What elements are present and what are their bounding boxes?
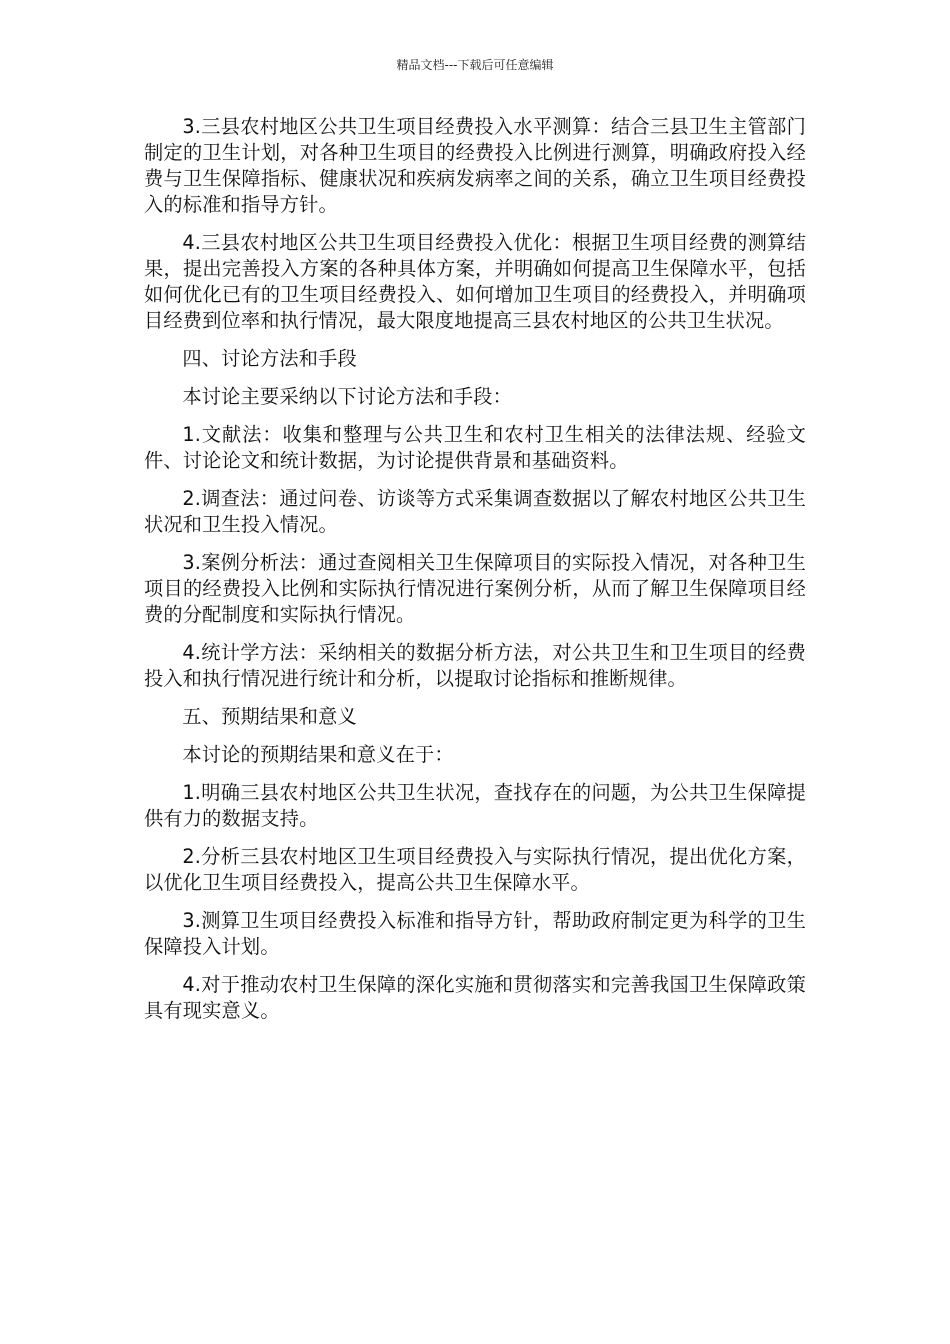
paragraph-results-intro: 本讨论的预期结果和意义在于： xyxy=(182,743,454,766)
paragraph-result-3: 3.测算卫生项目经费投入标准和指导方针，帮助政府制定更为科学的卫生保障投入计划。 xyxy=(144,909,806,958)
paragraph-statistics-method: 4.统计学方法：采纳相关的数据分析方法，对公共卫生和卫生项目的经费投入和执行情况进行统计和分析，以提取讨论指标和推断规律。 xyxy=(144,641,806,690)
paragraph-survey-method: 2.调查法：通过问卷、访谈等方式采集调查数据以了解农村地区公共卫生状况和卫生投入情况。 xyxy=(144,487,806,536)
document-body xyxy=(144,114,806,1036)
paragraph-result-2: 2.分析三县农村地区卫生项目经费投入与实际执行情况，提出优化方案，以优化卫生项目经费投入，提高公共卫生保障水平。 xyxy=(144,845,806,894)
paragraph-result-4: 4.对于推动农村卫生保障的深化实施和贯彻落实和完善我国卫生保障政策具有现实意义。 xyxy=(144,973,806,1022)
page-header: 精品文档---下载后可任意编辑 xyxy=(396,58,554,72)
section-heading-expected-results: 五、预期结果和意义 xyxy=(182,705,357,728)
section-heading-methods: 四、讨论方法和手段 xyxy=(182,347,357,370)
paragraph-methods-intro: 本讨论主要采纳以下讨论方法和手段： xyxy=(182,385,512,408)
paragraph-literature-method: 1.文献法：收集和整理与公共卫生和农村卫生相关的法律法规、经验文件、讨论论文和统计数据，为讨论提供背景和基础资料。 xyxy=(144,423,806,472)
paragraph-case-analysis-method: 3.案例分析法：通过查阅相关卫生保障项目的实际投入情况，对各种卫生项目的经费投入比例和实际执行情况进行案例分析，从而了解卫生保障项目经费的分配制度和实际执行情况。 xyxy=(144,551,806,626)
paragraph-measurement: 3.三县农村地区公共卫生项目经费投入水平测算：结合三县卫生主管部门制定的卫生计划，对各种卫生项目的经费投入比例进行测算，明确政府投入经费与卫生保障指标、健康状况和疾病发病率之间的关系，确立卫生项目经费投入的标准和指导方针。 xyxy=(144,115,806,216)
paragraph-result-1: 1.明确三县农村地区公共卫生状况，查找存在的问题，为公共卫生保障提供有力的数据支持。 xyxy=(144,781,806,830)
paragraph-optimization: 4.三县农村地区公共卫生项目经费投入优化：根据卫生项目经费的测算结果，提出完善投入方案的各种具体方案，并明确如何提高卫生保障水平，包括如何优化已有的卫生项目经费投入、如何增加卫生项目的经费投入，并明确项目经费到位率和执行情况，最大限度地提高三县农村地区的公共卫生状况。 xyxy=(144,231,806,332)
